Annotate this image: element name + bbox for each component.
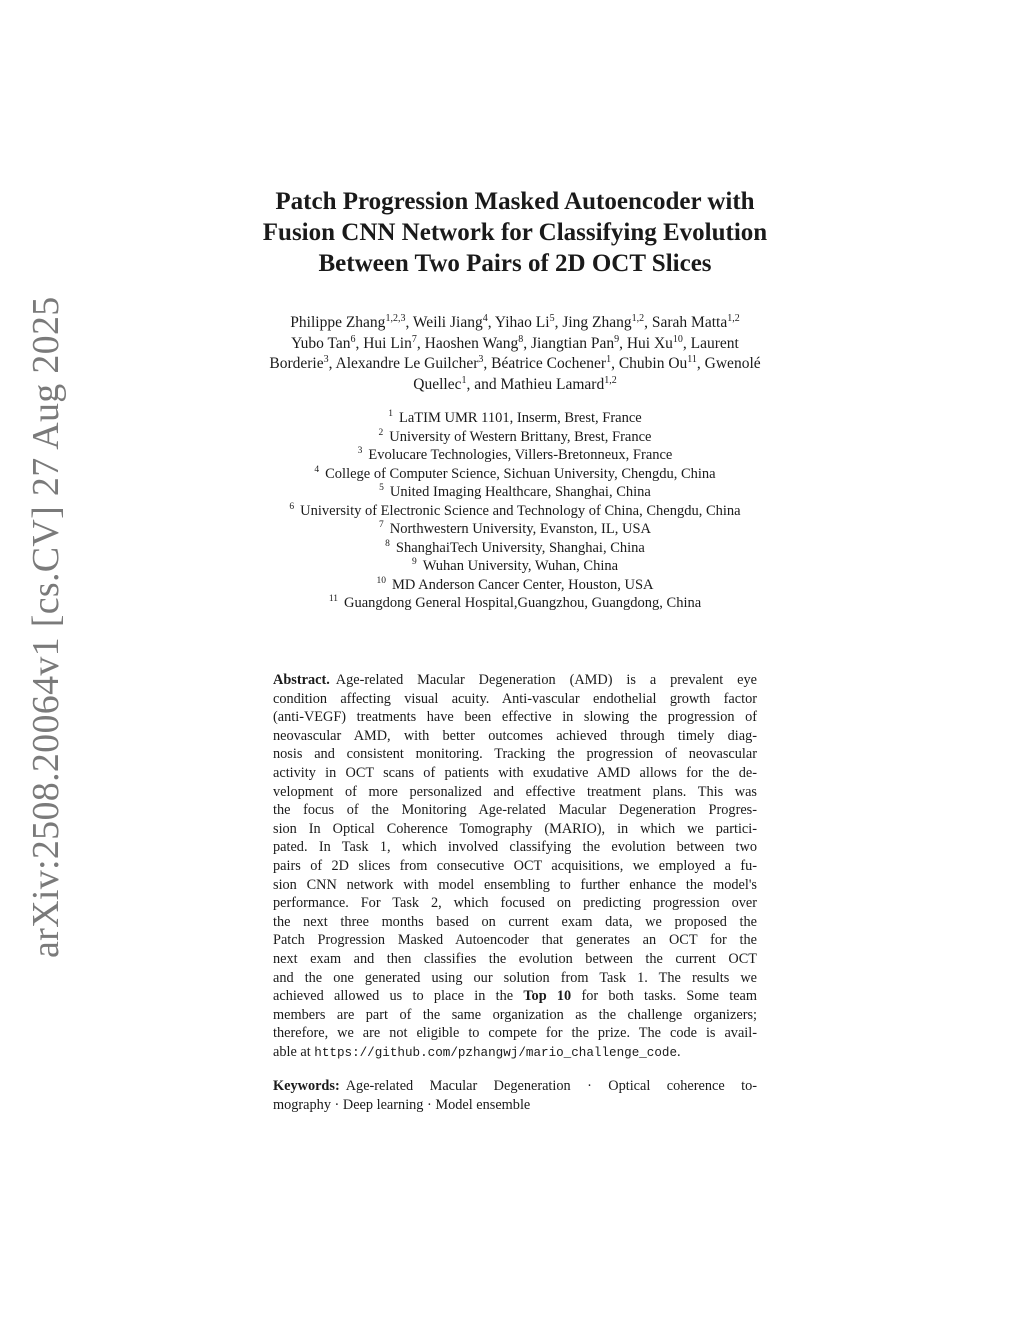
- author-affiliation-marker: 4: [482, 312, 488, 324]
- author-name: Alexandre Le Guilcher: [335, 355, 479, 372]
- affiliation-number: 4: [314, 464, 320, 475]
- paper-title: [200, 186, 830, 279]
- author-name: Hui Xu: [626, 334, 673, 352]
- author-separator: ,: [487, 314, 495, 331]
- author-name: Béatrice Cochener: [491, 355, 607, 372]
- author-affiliation-marker: 9: [614, 333, 620, 345]
- affiliation-item: [200, 483, 830, 502]
- author-line: [200, 334, 830, 355]
- author-affiliation-marker: 3: [478, 353, 484, 365]
- author-separator: ,: [554, 314, 563, 331]
- affiliation-text: Evolucare Technologies, Villers-Bretonneux, France: [368, 447, 673, 463]
- author-affiliation-marker: 1: [461, 374, 467, 386]
- affiliation-text: ShanghaiTech University, Shanghai, China: [395, 539, 645, 556]
- author-affiliation-marker: 1,2: [727, 312, 740, 324]
- affiliation-number: 7: [379, 520, 384, 531]
- abstract-line: Patch Progression Masked Autoencoder that generates an OCT for the: [273, 932, 757, 949]
- author-name: Haoshen Wang: [424, 334, 519, 352]
- author-name: Chubin Ou: [618, 355, 688, 372]
- author-name: Jiangtian Pan: [530, 334, 615, 352]
- author-name: Philippe Zhang: [290, 314, 386, 331]
- abstract-line: the next three months based on current exam data, we proposed the: [273, 913, 757, 930]
- affiliation-text: University of Electronic Science and Technology of China, Chengdu, China: [300, 502, 741, 519]
- author-separator: ,: [405, 314, 413, 331]
- abstract-line: pated. In Task 1, which involved classifying the evolution between two: [273, 839, 757, 856]
- keywords-line: [273, 1077, 757, 1096]
- author-affiliation-marker: 1,2: [631, 312, 645, 324]
- abstract-line: (anti-VEGF) treatments have been effective in slowing the progression of: [273, 709, 757, 726]
- keywords-text: Age-related Macular Degeneration · Optical coherence to-: [345, 1078, 757, 1094]
- affiliation-item: [200, 428, 830, 447]
- author-affiliation-marker: 10: [672, 333, 683, 345]
- abstract-text: .: [677, 1043, 681, 1060]
- abstract-line: performance. For Task 2, which focused on predicting progression over: [273, 895, 757, 912]
- abstract-line: [273, 671, 757, 690]
- abstract-line: sion CNN network with model ensembling to further enhance the model's: [273, 876, 757, 893]
- keywords-section: [273, 1077, 757, 1114]
- affiliation-list: [200, 409, 830, 613]
- affiliation-item: [200, 594, 830, 613]
- abstract-text: for both tasks. Some team: [571, 988, 758, 1005]
- title-line: Fusion CNN Network for Classifying Evolution: [262, 219, 768, 246]
- keywords-label: Keywords:: [273, 1078, 340, 1094]
- author-affiliation-marker: 1: [606, 353, 612, 365]
- author-affiliation-marker: 3: [323, 353, 329, 365]
- author-name: Quellec: [413, 375, 462, 393]
- author-separator: , Laurent: [682, 334, 739, 352]
- author-affiliation-marker: 1,2,3: [385, 312, 406, 324]
- title-line: Patch Progression Masked Autoencoder with: [275, 188, 755, 215]
- affiliation-text: Northwestern University, Evanston, IL, USA: [389, 521, 651, 537]
- author-line: [200, 354, 830, 375]
- author-name: Yihao Li: [494, 314, 550, 331]
- affiliation-text: College of Computer Science, Sichuan University, Chengdu, China: [325, 465, 716, 482]
- affiliation-item: [200, 539, 830, 558]
- abstract-line: [273, 987, 757, 1006]
- author-separator: ,: [483, 355, 492, 372]
- abstract-text: able at: [273, 1043, 315, 1060]
- abstract-text: Age-related Macular Degeneration (AMD) is a prevalent eye: [335, 672, 757, 688]
- author-list: [200, 313, 830, 395]
- abstract-line: pairs of 2D slices from consecutive OCT acquisitions, we employed a fu-: [273, 857, 757, 874]
- affiliation-number: 5: [379, 483, 384, 494]
- affiliation-item: [200, 502, 830, 521]
- author-affiliation-marker: 7: [411, 333, 417, 345]
- author-name: Sarah Matta: [651, 314, 728, 331]
- abstract-line: members are part of the same organization as the challenge organizers;: [273, 1006, 757, 1023]
- affiliation-text: Guangdong General Hospital,Guangzhou, Guangdong, China: [343, 595, 702, 611]
- affiliation-number: 8: [385, 538, 390, 549]
- affiliation-text: United Imaging Healthcare, Shanghai, China: [389, 484, 651, 500]
- affiliation-item: [200, 576, 830, 595]
- abstract-text: achieved allowed us to place in the: [273, 988, 524, 1005]
- affiliation-item: [200, 465, 830, 484]
- author-line: [200, 313, 830, 334]
- abstract-line: and the one generated using our solution from Task 1. The results we: [273, 969, 757, 986]
- author-separator: ,: [355, 334, 364, 352]
- author-name: Weili Jiang: [412, 314, 483, 331]
- author-separator: ,: [523, 334, 531, 352]
- author-name: Yubo Tan: [291, 334, 351, 352]
- title-line: Between Two Pairs of 2D OCT Slices: [318, 250, 712, 277]
- keywords-line: mography · Deep learning · Model ensemble: [273, 1096, 531, 1113]
- affiliation-text: LaTIM UMR 1101, Inserm, Brest, France: [399, 410, 642, 426]
- author-separator: ,: [328, 355, 336, 372]
- author-affiliation-marker: 6: [350, 333, 356, 345]
- top-10-emphasis: Top 10: [523, 988, 572, 1005]
- abstract-label: Abstract.: [273, 672, 330, 688]
- affiliation-number: 9: [411, 557, 417, 568]
- abstract-line: velopment of more personalized and effective treatment plans. This was: [273, 783, 757, 800]
- abstract-section: [273, 671, 757, 1061]
- affiliation-text: Wuhan University, Wuhan, China: [422, 558, 619, 574]
- abstract-line: condition affecting visual acuity. Anti-vascular endothelial growth factor: [273, 690, 757, 707]
- affiliation-item: [200, 520, 830, 539]
- author-affiliation-marker: 5: [549, 312, 555, 324]
- author-separator: ,: [644, 314, 652, 331]
- affiliation-number: 6: [289, 501, 295, 512]
- affiliation-number: 2: [378, 427, 384, 438]
- abstract-line: the focus of the Monitoring Age-related Macular Degeneration Progres-: [273, 802, 757, 819]
- affiliation-item: [200, 409, 830, 428]
- author-name: Jing Zhang: [562, 314, 632, 331]
- affiliation-number: 3: [357, 446, 363, 457]
- abstract-line: nosis and consistent monitoring. Tracking the progression of neovascular: [273, 746, 757, 763]
- abstract-line: therefore, we are not eligible to compete for the prize. The code is avail-: [273, 1025, 757, 1042]
- code-repository-link[interactable]: https://github.com/pzhangwj/mario_challenge_code: [314, 1045, 678, 1060]
- affiliation-number: 11: [328, 594, 338, 605]
- affiliation-text: MD Anderson Cancer Center, Houston, USA: [391, 576, 654, 593]
- affiliation-item: [200, 557, 830, 576]
- abstract-line: next exam and then classifies the evolution between the current OCT: [273, 950, 757, 967]
- author-separator: , and: [466, 375, 501, 393]
- affiliation-text: University of Western Brittany, Brest, France: [389, 428, 652, 445]
- affiliation-number: 10: [376, 575, 386, 586]
- affiliation-number: 1: [388, 409, 394, 420]
- author-affiliation-marker: 11: [687, 353, 697, 365]
- abstract-line: activity in OCT scans of patients with exudative AMD allows for the de-: [273, 764, 757, 781]
- author-separator: ,: [416, 334, 425, 352]
- author-name: Mathieu Lamard: [500, 375, 605, 393]
- abstract-line: neovascular AMD, with better outcomes achieved through timely diag-: [273, 727, 757, 744]
- affiliation-item: [200, 446, 830, 465]
- author-affiliation-marker: 8: [518, 333, 524, 345]
- arxiv-identifier-stamp: arXiv:2508.20064v1 [cs.CV] 27 Aug 2025: [25, 296, 67, 958]
- author-separator: ,: [611, 355, 619, 372]
- author-line: [200, 375, 830, 396]
- author-affiliation-marker: 1,2: [604, 374, 617, 386]
- author-name: Hui Lin: [363, 334, 412, 352]
- abstract-line: sion In Optical Coherence Tomography (MARIO), in which we partici-: [273, 820, 757, 837]
- author-name: Borderie: [269, 355, 324, 372]
- abstract-line: [273, 1043, 757, 1062]
- author-separator: ,: [619, 334, 627, 352]
- author-separator: , Gwenolé: [696, 355, 761, 372]
